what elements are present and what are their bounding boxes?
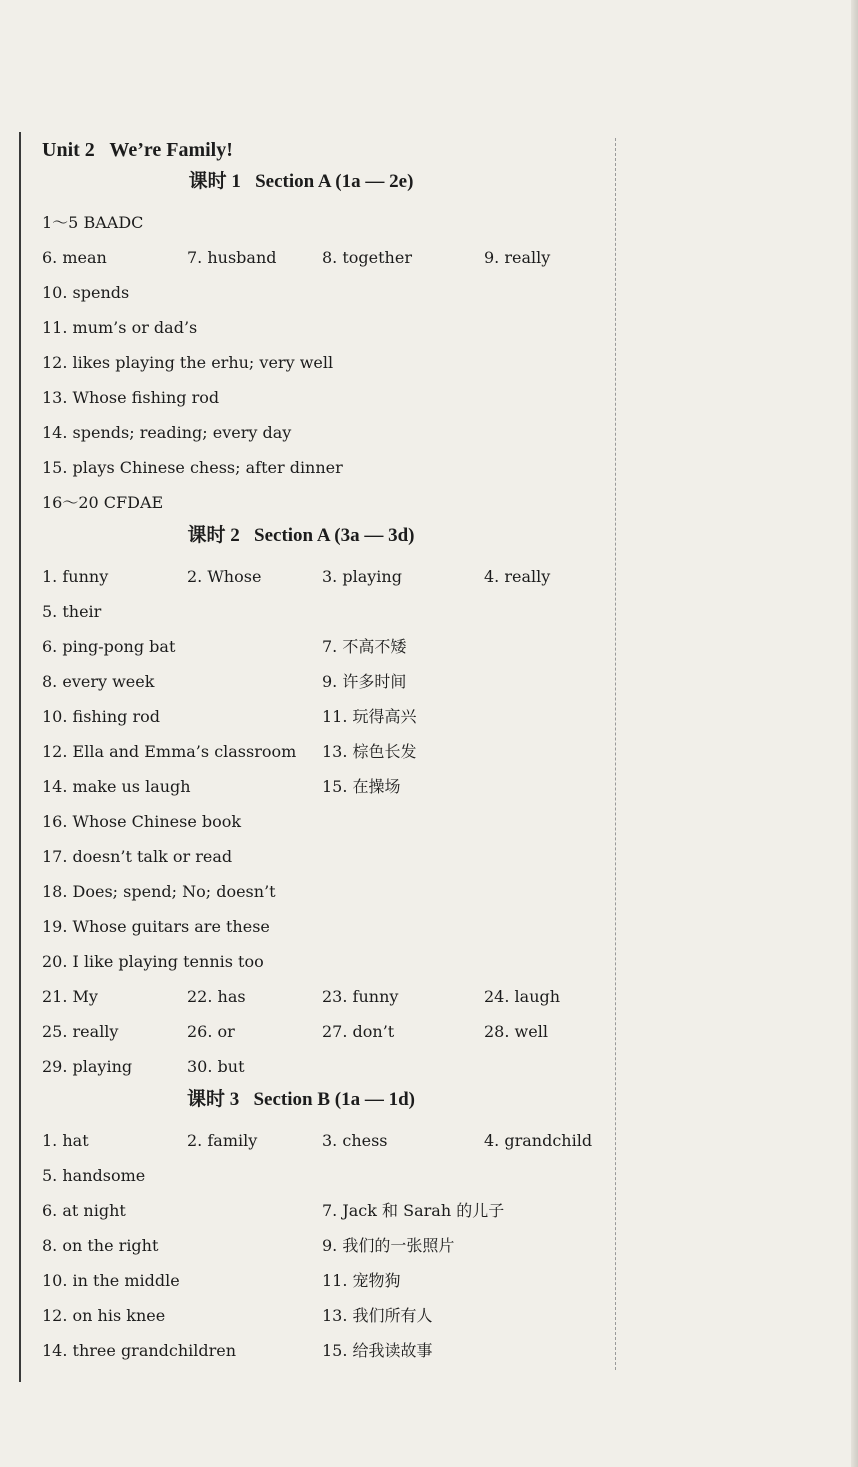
answer-row bbox=[42, 594, 612, 629]
answer-item: 10. in the middle bbox=[42, 1271, 180, 1290]
answer-item: 9. 我们的一张照片 bbox=[322, 1236, 455, 1255]
answer-row bbox=[42, 839, 612, 874]
answer-item: 1. hat bbox=[42, 1131, 89, 1150]
answer-item: 14. make us laugh bbox=[42, 777, 191, 796]
answer-item: 12. on his knee bbox=[42, 1306, 166, 1325]
answer-item: 5. their bbox=[42, 602, 102, 621]
answer-item: 13. 棕色长发 bbox=[322, 742, 417, 761]
answer-item: 3. playing bbox=[322, 567, 402, 586]
answer-item: 14. spends; reading; every day bbox=[42, 423, 292, 442]
answer-row bbox=[42, 1193, 612, 1228]
answer-row bbox=[42, 1333, 612, 1368]
answer-item: 24. laugh bbox=[484, 987, 561, 1006]
answer-row bbox=[42, 1123, 612, 1158]
answer-row bbox=[42, 944, 612, 979]
answer-key-content bbox=[42, 134, 612, 1368]
answer-item: 15. 给我读故事 bbox=[322, 1341, 433, 1360]
answer-item: 4. really bbox=[484, 567, 551, 586]
answer-row bbox=[42, 559, 612, 594]
answer-row bbox=[42, 629, 612, 664]
answer-row bbox=[42, 1049, 612, 1084]
answer-item: 1～5 BAADC bbox=[42, 213, 144, 232]
answer-item: 21. My bbox=[42, 987, 98, 1006]
answer-item: 28. well bbox=[484, 1022, 548, 1041]
answer-item: 13. 我们所有人 bbox=[322, 1306, 433, 1325]
answer-item: 8. on the right bbox=[42, 1236, 159, 1255]
answer-item: 12. likes playing the erhu; very well bbox=[42, 353, 334, 372]
answer-row bbox=[42, 699, 612, 734]
answer-row bbox=[42, 345, 612, 380]
answer-item: 15. 在操场 bbox=[322, 777, 401, 796]
answer-item: 6. at night bbox=[42, 1201, 126, 1220]
answer-row bbox=[42, 769, 612, 804]
answer-item: 23. funny bbox=[322, 987, 399, 1006]
answer-item: 20. I like playing tennis too bbox=[42, 952, 264, 971]
page-edge-shadow bbox=[851, 0, 858, 1467]
answer-item: 30. but bbox=[187, 1057, 245, 1076]
answer-item: 10. fishing rod bbox=[42, 707, 160, 726]
answer-row bbox=[42, 1228, 612, 1263]
section-heading: 课时 1 Section A (1a — 2e) bbox=[188, 171, 414, 192]
answer-item: 17. doesn’t talk or read bbox=[42, 847, 233, 866]
answer-item: 10. spends bbox=[42, 283, 130, 302]
answer-item: 16～20 CFDAE bbox=[42, 493, 164, 512]
answer-row bbox=[42, 485, 612, 520]
answer-row bbox=[42, 1298, 612, 1333]
answer-item: 14. three grandchildren bbox=[42, 1341, 237, 1360]
answer-item: 15. plays Chinese chess; after dinner bbox=[42, 458, 343, 477]
answer-row bbox=[42, 979, 612, 1014]
answer-row bbox=[42, 1014, 612, 1049]
answer-item: 29. playing bbox=[42, 1057, 133, 1076]
answer-item: 22. has bbox=[187, 987, 246, 1006]
answer-item: 25. really bbox=[42, 1022, 119, 1041]
answer-row bbox=[42, 450, 612, 485]
answer-item: 7. Jack 和 Sarah 的儿子 bbox=[322, 1201, 505, 1220]
answer-item: 7. husband bbox=[187, 248, 277, 267]
answer-item: 6. ping-pong bat bbox=[42, 637, 176, 656]
answer-row bbox=[42, 804, 612, 839]
answer-row bbox=[42, 664, 612, 699]
answer-item: 2. family bbox=[187, 1131, 258, 1150]
answer-row bbox=[42, 1158, 612, 1193]
answer-item: 9. really bbox=[484, 248, 551, 267]
answer-item: 2. Whose bbox=[187, 567, 262, 586]
answer-row bbox=[42, 415, 612, 450]
answer-row bbox=[42, 909, 612, 944]
answer-row bbox=[42, 205, 612, 240]
answer-row bbox=[42, 874, 612, 909]
answer-item: 9. 许多时间 bbox=[322, 672, 407, 691]
left-margin-rule bbox=[19, 132, 21, 1382]
answer-item: 11. mum’s or dad’s bbox=[42, 318, 198, 337]
answer-item: 3. chess bbox=[322, 1131, 388, 1150]
answer-item: 4. grandchild bbox=[484, 1131, 593, 1150]
answer-item: 16. Whose Chinese book bbox=[42, 812, 242, 831]
answer-row bbox=[42, 240, 612, 275]
answer-item: 7. 不高不矮 bbox=[322, 637, 407, 656]
answer-item: 19. Whose guitars are these bbox=[42, 917, 270, 936]
section-heading: 课时 3 Section B (1a — 1d) bbox=[186, 1089, 415, 1110]
answer-row bbox=[42, 275, 612, 310]
answer-item: 1. funny bbox=[42, 567, 109, 586]
answer-item: 18. Does; spend; No; doesn’t bbox=[42, 882, 276, 901]
answer-item: 8. together bbox=[322, 248, 412, 267]
answer-row bbox=[42, 1263, 612, 1298]
answer-row bbox=[42, 380, 612, 415]
answer-item: 11. 玩得高兴 bbox=[322, 707, 417, 726]
answer-item: 6. mean bbox=[42, 248, 107, 267]
unit-title: Unit 2 We’re Family! bbox=[42, 139, 233, 161]
answer-item: 12. Ella and Emma’s classroom bbox=[42, 742, 297, 761]
right-dashed-rule bbox=[615, 138, 616, 1370]
answer-item: 8. every week bbox=[42, 672, 155, 691]
answer-row bbox=[42, 734, 612, 769]
answer-item: 5. handsome bbox=[42, 1166, 146, 1185]
answer-item: 13. Whose fishing rod bbox=[42, 388, 220, 407]
answer-item: 27. don’t bbox=[322, 1022, 395, 1041]
answer-item: 26. or bbox=[187, 1022, 235, 1041]
sections-container bbox=[42, 166, 612, 1368]
section-heading: 课时 2 Section A (3a — 3d) bbox=[187, 525, 415, 546]
answer-item: 11. 宠物狗 bbox=[322, 1271, 401, 1290]
answer-row bbox=[42, 310, 612, 345]
